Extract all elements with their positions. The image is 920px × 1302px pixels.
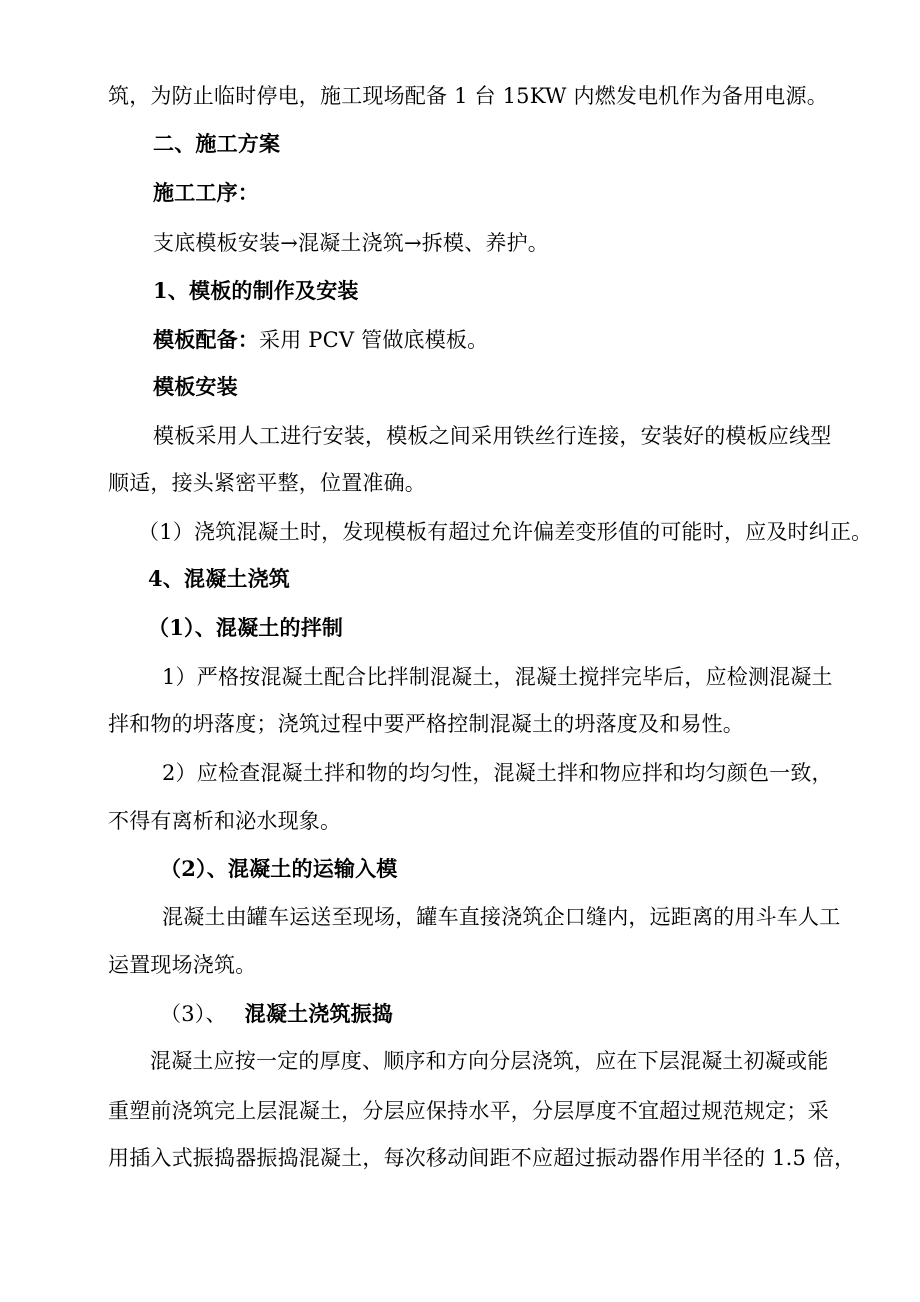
paragraph-line: （1）浇筑混凝土时，发现模板有超过允许偏差变形值的可能时，应及时纠正。 bbox=[138, 520, 873, 544]
subsection-heading: 4、混凝土浇筑 bbox=[148, 566, 291, 591]
paragraph-line: 模板采用人工进行安装，模板之间采用铁丝行连接，安装好的模板应线型 bbox=[153, 424, 832, 448]
paragraph-line: 拌和物的坍落度；浇筑过程中要严格控制混凝土的坍落度及和易性。 bbox=[108, 712, 744, 736]
paragraph-line: 筑，为防止临时停电，施工现场配备 1 台 15KW 内燃发电机作为备用电源。 bbox=[108, 84, 828, 108]
paragraph-line: 不得有离析和泌水现象。 bbox=[108, 809, 342, 833]
paragraph-line: 支底模板安装→混凝土浇筑→拆模、养护。 bbox=[153, 231, 549, 255]
paragraph-line: 重塑前浇筑完上层混凝土，分层应保持水平，分层厚度不宜超过规范规定；采 bbox=[108, 1099, 829, 1123]
subheading: （1）、混凝土的拌制 bbox=[148, 615, 344, 640]
paragraph-line: 混凝土应按一定的厚度、顺序和方向分层浇筑，应在下层混凝土初凝或能 bbox=[150, 1049, 829, 1073]
subheading bbox=[160, 999, 393, 1029]
inline-text: 混凝土浇筑振捣 bbox=[244, 1001, 394, 1026]
section-heading: 二、施工方案 bbox=[153, 131, 281, 156]
inline-text: 采用 PCV 管做底模板。 bbox=[259, 328, 489, 352]
subheading: 施工工序： bbox=[153, 180, 259, 205]
paragraph-line: 混凝土由罐车运送至现场，罐车直接浇筑企口缝内，远距离的用斗车人工 bbox=[162, 905, 841, 929]
subheading: （2）、混凝土的运输入模 bbox=[160, 856, 398, 881]
paragraph-line: 2）应检查混凝土拌和物的均匀性，混凝土拌和物应拌和均匀颜色一致， bbox=[162, 761, 833, 785]
paragraph-line: 用插入式振捣器振捣混凝土，每次移动间距不应超过振动器作用半径的 1.5 倍， bbox=[108, 1146, 856, 1170]
subsection-heading: 1、模板的制作及安装 bbox=[153, 278, 359, 303]
paragraph-line: 运置现场浇筑。 bbox=[108, 953, 257, 977]
paragraph-line: 顺适，接头紧密平整，位置准确。 bbox=[108, 471, 426, 495]
paragraph-line: 1）严格按混凝土配合比拌制混凝土，混凝土搅拌完毕后，应检测混凝土 bbox=[162, 665, 833, 689]
inline-label: （3）、 bbox=[160, 1002, 227, 1026]
inline-label: 模板配备： bbox=[153, 327, 259, 352]
paragraph-line bbox=[153, 325, 488, 355]
subheading: 模板安装 bbox=[153, 374, 238, 399]
